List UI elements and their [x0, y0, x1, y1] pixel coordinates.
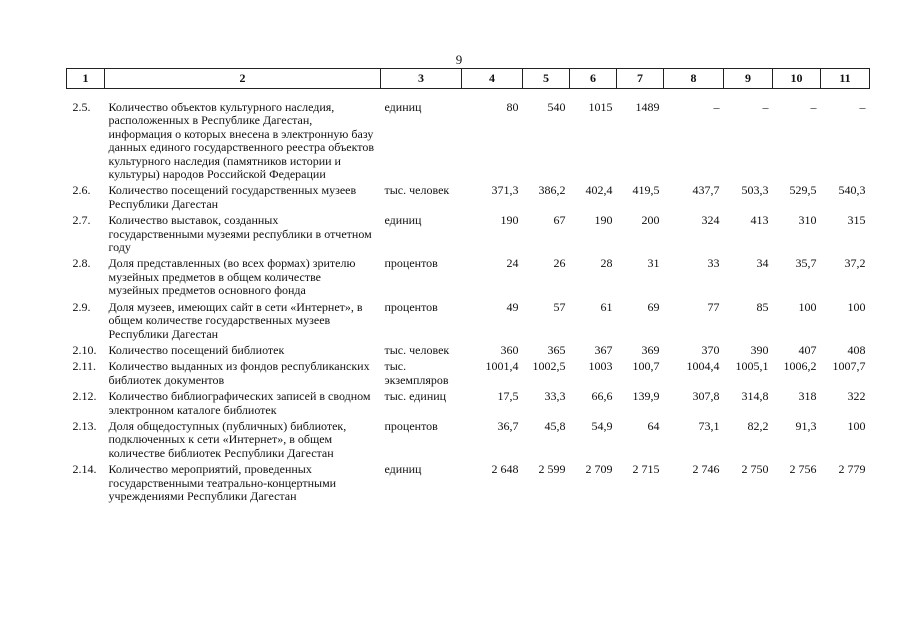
table-row: [67, 184, 870, 214]
table-row: [67, 344, 870, 360]
value-cell: 413: [750, 213, 769, 228]
row-index: 2.5.: [72, 100, 91, 114]
value-cell: 1004,4: [686, 359, 720, 374]
indicator-name: Количество посещений библиотек: [108, 342, 285, 357]
value-cell: 100: [847, 418, 866, 433]
header-cell: 5: [523, 69, 570, 89]
value-cell: 85: [756, 299, 769, 314]
row-index: 2.12.: [72, 389, 97, 404]
value-cell: 322: [847, 389, 866, 404]
header-cell: 6: [570, 69, 617, 89]
value-cell: 360: [500, 342, 519, 357]
unit-of-measure: единиц: [384, 213, 422, 228]
value-cell: 315: [847, 213, 866, 228]
value-cell: 2 648: [491, 462, 519, 477]
indicator-name: Количество выставок, созданных государственными музеями республики в отчетном году: [108, 213, 372, 255]
unit-of-measure: единиц: [384, 462, 422, 477]
value-cell: 1005,1: [735, 359, 769, 374]
value-cell: 540: [547, 100, 566, 114]
unit-of-measure: процентов: [384, 418, 438, 433]
value-cell: 318: [798, 389, 817, 404]
value-cell: 69: [647, 299, 660, 314]
value-cell: 2 709: [585, 462, 613, 477]
value-cell: 407: [798, 342, 817, 357]
value-cell: 36,7: [497, 418, 519, 433]
row-index: 2.9.: [72, 299, 91, 314]
value-cell: 67: [553, 213, 566, 228]
table-row: [67, 257, 870, 300]
value-cell: 35,7: [795, 256, 817, 271]
value-cell: 2 779: [838, 462, 866, 477]
indicator-name: Количество библиографических записей в сводном электронном каталоге библиотек: [108, 389, 371, 417]
value-cell: 82,2: [747, 418, 769, 433]
page-number: 9: [455, 52, 463, 67]
header-cell: 1: [67, 69, 105, 89]
table-row: [67, 360, 870, 390]
indicator-name: Количество мероприятий, проведенных государственными театрально-концертными учреждениями Республики Дагестан: [108, 462, 337, 503]
indicator-name: Доля представленных (во всех формах) зрителю музейных предметов в общем количестве музейных предметов основного фонда: [108, 256, 356, 298]
value-cell: 100,7: [632, 359, 660, 374]
value-cell: 503,3: [741, 183, 769, 198]
header-cell: 3: [381, 69, 462, 89]
value-cell: 369: [641, 342, 660, 357]
header-cell: 4: [462, 69, 523, 89]
value-cell: 17,5: [497, 389, 519, 404]
value-cell: 80: [506, 100, 519, 114]
table-row: [67, 214, 870, 257]
indicators-table: [66, 68, 870, 506]
header-cell: 9: [724, 69, 773, 89]
header-row: [67, 69, 870, 89]
value-cell: 49: [506, 299, 519, 314]
table-row: [67, 101, 870, 184]
value-cell: –: [810, 100, 817, 114]
value-cell: 33,3: [544, 389, 566, 404]
value-cell: 324: [701, 213, 720, 228]
value-cell: 54,9: [591, 418, 613, 433]
value-cell: 1003: [588, 359, 613, 374]
header-cell: 7: [617, 69, 664, 89]
value-cell: 2 599: [538, 462, 566, 477]
value-cell: 1002,5: [532, 359, 566, 374]
value-cell: 77: [707, 299, 720, 314]
value-cell: 66,6: [591, 389, 613, 404]
value-cell: 365: [547, 342, 566, 357]
value-cell: 61: [600, 299, 613, 314]
value-cell: –: [713, 100, 720, 114]
unit-of-measure: тыс. единиц: [384, 389, 447, 404]
header-cell: 8: [664, 69, 724, 89]
value-cell: 64: [647, 418, 660, 433]
header-cell: 11: [821, 69, 870, 89]
value-cell: 26: [553, 256, 566, 271]
value-cell: –: [859, 100, 866, 114]
table-row: [67, 463, 870, 506]
value-cell: 33: [707, 256, 720, 271]
value-cell: 314,8: [741, 389, 769, 404]
table-row: [67, 420, 870, 463]
indicator-name: Доля музеев, имеющих сайт в сети «Интернет», в общем количестве государственных музеев Республики Дагестан: [108, 299, 363, 341]
table-row: [67, 301, 870, 344]
value-cell: 2 715: [632, 462, 660, 477]
value-cell: 37,2: [844, 256, 866, 271]
indicator-name: Доля общедоступных (публичных) библиотек, подключенных к сети «Интернет», в общем количестве библиотек Республики Дагестан: [108, 418, 347, 460]
header-cell: 2: [105, 69, 381, 89]
row-index: 2.7.: [72, 213, 91, 228]
value-cell: 24: [506, 256, 519, 271]
value-cell: 139,9: [632, 389, 660, 404]
value-cell: 190: [500, 213, 519, 228]
row-index: 2.6.: [72, 183, 91, 198]
value-cell: 31: [647, 256, 660, 271]
value-cell: 419,5: [632, 183, 660, 198]
value-cell: 1015: [588, 100, 613, 114]
unit-of-measure: тыс. человек: [384, 183, 450, 198]
value-cell: 1001,4: [485, 359, 519, 374]
unit-of-measure: процентов: [384, 256, 438, 271]
value-cell: –: [762, 100, 769, 114]
value-cell: 28: [600, 256, 613, 271]
value-cell: 408: [847, 342, 866, 357]
value-cell: 100: [847, 299, 866, 314]
value-cell: 540,3: [838, 183, 866, 198]
indicator-name: Количество посещений государственных музеев Республики Дагестан: [108, 183, 357, 211]
row-index: 2.10.: [72, 342, 97, 357]
unit-of-measure: тыс. человек: [384, 342, 450, 357]
value-cell: 45,8: [544, 418, 566, 433]
table-row: [67, 390, 870, 420]
value-cell: 190: [594, 213, 613, 228]
value-cell: 1007,7: [832, 359, 866, 374]
value-cell: 310: [798, 213, 817, 228]
value-cell: 371,3: [491, 183, 519, 198]
value-cell: 100: [798, 299, 817, 314]
row-index: 2.14.: [72, 462, 97, 477]
row-index: 2.13.: [72, 418, 97, 433]
value-cell: 307,8: [692, 389, 720, 404]
header-cell: 10: [773, 69, 821, 89]
value-cell: 437,7: [692, 183, 720, 198]
value-cell: 390: [750, 342, 769, 357]
value-cell: 367: [594, 342, 613, 357]
value-cell: 1489: [635, 100, 660, 114]
value-cell: 57: [553, 299, 566, 314]
value-cell: 200: [641, 213, 660, 228]
value-cell: 1006,2: [783, 359, 817, 374]
row-index: 2.11.: [72, 359, 97, 374]
unit-of-measure: тыс. экземпляров: [384, 359, 449, 387]
indicator-name: Количество объектов культурного наследия, расположенных в Республике Дагестан, информация о которых внесена в электронную базу данных единого государственного реестра объектов культурного наследия (памятников истории и культуры) народов Российской Федерации: [108, 100, 375, 182]
value-cell: 73,1: [698, 418, 720, 433]
unit-of-measure: единиц: [384, 100, 422, 114]
value-cell: 34: [756, 256, 769, 271]
row-index: 2.8.: [72, 256, 91, 271]
value-cell: 386,2: [538, 183, 566, 198]
value-cell: 402,4: [585, 183, 613, 198]
indicator-name: Количество выданных из фондов республиканских библиотек документов: [108, 359, 370, 387]
value-cell: 2 750: [741, 462, 769, 477]
unit-of-measure: процентов: [384, 299, 438, 314]
value-cell: 529,5: [789, 183, 817, 198]
value-cell: 2 756: [789, 462, 817, 477]
value-cell: 2 746: [692, 462, 720, 477]
value-cell: 91,3: [795, 418, 817, 433]
value-cell: 370: [701, 342, 720, 357]
